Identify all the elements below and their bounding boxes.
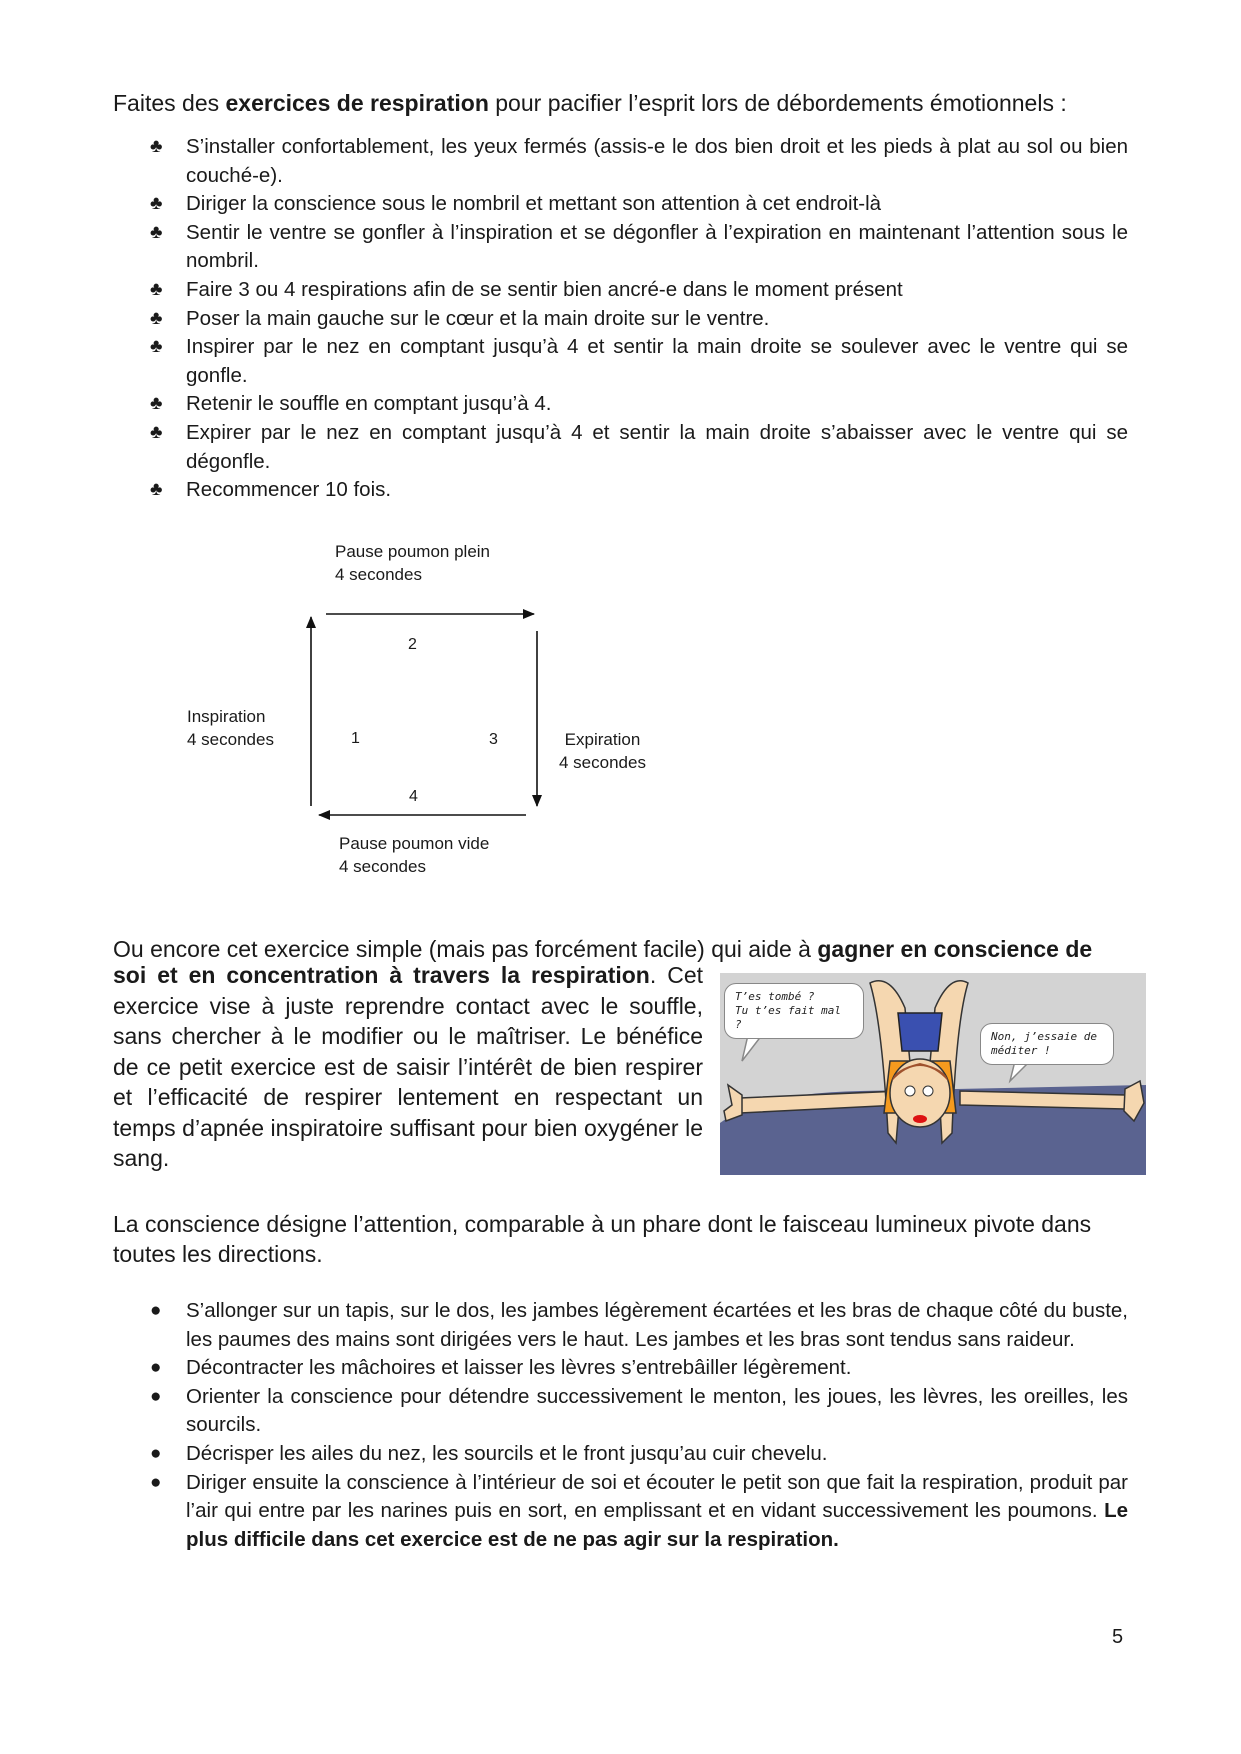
left-label-line: 4 secondes [187,730,274,749]
conscience-paragraph: La conscience désigne l’attention, comparable à un phare dont le faisceau lumineux pivote dans toutes les directions. [113,1211,1092,1267]
intro-text-start: Faites des [113,90,226,116]
step-text: Inspirer par le nez en comptant jusqu’à 4 et sentir la main droite se soulever avec le ventre qui se gonfle. [186,335,1128,387]
dots-list-item [113,1469,1128,1555]
club-bullet-icon: ♣ [150,479,163,501]
club-bullet-icon: ♣ [150,336,163,358]
step-text: S’installer confortablement, les yeux fermés (assis-e le dos bien droit et les pieds à plat au sol ou bien couché-e). [186,135,1128,187]
dot-bullet-icon: ● [150,1300,162,1321]
right-label-line: Expiration [564,730,641,749]
second-paragraph-text: . Cet exercice vise à juste reprendre contact avec le souffle, sans chercher à le modifier ou le maîtriser. Le bénéfice de ce petit exercice est de saisir l’intérêt de bien respirer et l’efficacité de respirer lentement en respectant un temps d’apnée inspiratoire suffisant pour bien oxygéner le sang. [113,962,703,1171]
club-bullet-icon: ♣ [150,307,163,329]
bottom-label [339,832,489,878]
top-label-line: 4 secondes [335,565,422,584]
dots-list-item [113,1297,1128,1354]
step-number-2: 2 [408,636,417,653]
step-text: Expirer par le nez en comptant jusqu’à 4 et sentir la main droite s’abaisser avec le ventre qui se dégonfle. [186,420,1128,473]
club-bullet-icon: ♣ [150,421,163,443]
meditation-cartoon-image [720,973,1146,1175]
dot-bullet-icon: ● [150,1442,162,1464]
left-label [187,705,274,751]
dot-bullet-icon: ● [150,1385,162,1407]
top-label-line: Pause poumon plein [335,542,491,561]
step-text: Sentir le ventre se gonfler à l’inspiration et se dégonfler à l’expiration en maintenant l’attention sous le nombril. [186,220,1128,273]
top-label [335,540,490,586]
left-label-line: Inspiration [187,707,266,726]
club-bullet-icon: ♣ [150,193,163,215]
dot-text: Diriger ensuite la conscience à l’intérieur de soi et écouter le petit son que fait la respiration, produit par l’air qui entre par les narines puis en sort, en emplissant et en vidant successivement les poumons. [186,1470,1128,1523]
bubble-right-line: Non, j’essaie de [991,1030,1097,1043]
dot-bullet-icon: ● [150,1357,162,1379]
dots-list [113,1297,1128,1554]
club-bullet-icon: ♣ [150,136,163,157]
left-eye [905,1086,915,1096]
right-eye [923,1086,933,1096]
second-intro-text: Ou encore cet exercice simple (mais pas forcément facile) qui aide à [113,936,818,962]
second-paragraph [113,960,703,1174]
step-text: Diriger la conscience sous le nombril et mettant son attention à cet endroit-là [186,192,882,216]
left-hand [724,1085,742,1121]
step-text: Retenir le souffle en comptant jusqu’à 4. [186,392,552,416]
right-label-line: 4 secondes [559,753,646,772]
club-bullet-icon: ♣ [150,221,163,243]
dot-bullet-icon: ● [150,1471,162,1493]
bubble-right-line: méditer ! [991,1044,1051,1057]
club-bullet-icon: ♣ [150,393,163,415]
second-intro-bold: gagner en conscience de [817,936,1093,962]
page-number: 5 [1112,1626,1124,1648]
right-label [559,728,646,774]
right-arm [960,1091,1125,1109]
dot-bold-text: Le plus difficile dans cet exercice est de ne pas agir sur la respiration. [186,1499,1128,1551]
bubble-left-line: T’es tombé ? [735,990,815,1003]
step-text: Faire 3 ou 4 respirations afin de se sentir bien ancré-e dans le moment présent [186,277,903,301]
dots-list-item [113,1383,1128,1440]
dots-list-item [113,1440,1128,1469]
shorts [898,1013,942,1051]
step-text: Poser la main gauche sur le cœur et la main droite sur le ventre. [186,306,770,330]
step-number-3: 3 [489,731,498,748]
bottom-label-line: Pause poumon vide [339,834,490,853]
second-paragraph-bold: soi et en concentration à travers la respiration [113,962,650,988]
dots-list-item [113,1354,1128,1383]
mouth [913,1115,927,1123]
step-number-1: 1 [351,730,360,747]
step-number-4: 4 [409,788,418,805]
club-bullet-icon: ♣ [150,278,163,300]
dot-text: Décrisper les ailes du nez, les sourcils et le front jusqu’au cuir chevelu. [186,1441,828,1465]
speech-bubble-left [724,983,864,1039]
intro-bold-text: exercices de respiration [225,90,489,116]
bubble-left-line: Tu t’es fait mal ? [735,1004,841,1031]
step-text: Recommencer 10 fois. [186,478,392,502]
dot-text: S’allonger sur un tapis, sur le dos, les jambes légèrement écartées et les bras de chaque côté du buste, les paumes des mains sont dirigées vers le haut. Les jambes et les bras sont tendus sans raideur. [186,1299,1128,1351]
dot-text: Orienter la conscience pour détendre successivement le menton, les joues, les lèvres, les oreilles, les sourcils. [186,1384,1128,1437]
speech-bubble-right [980,1023,1114,1065]
bottom-label-line: 4 secondes [339,857,426,876]
dot-text: Décontracter les mâchoires et laisser les lèvres s’entrebâiller légèrement. [186,1356,852,1380]
intro-text-end: pour pacifier l’esprit lors de débordements émotionnels : [488,90,1067,116]
